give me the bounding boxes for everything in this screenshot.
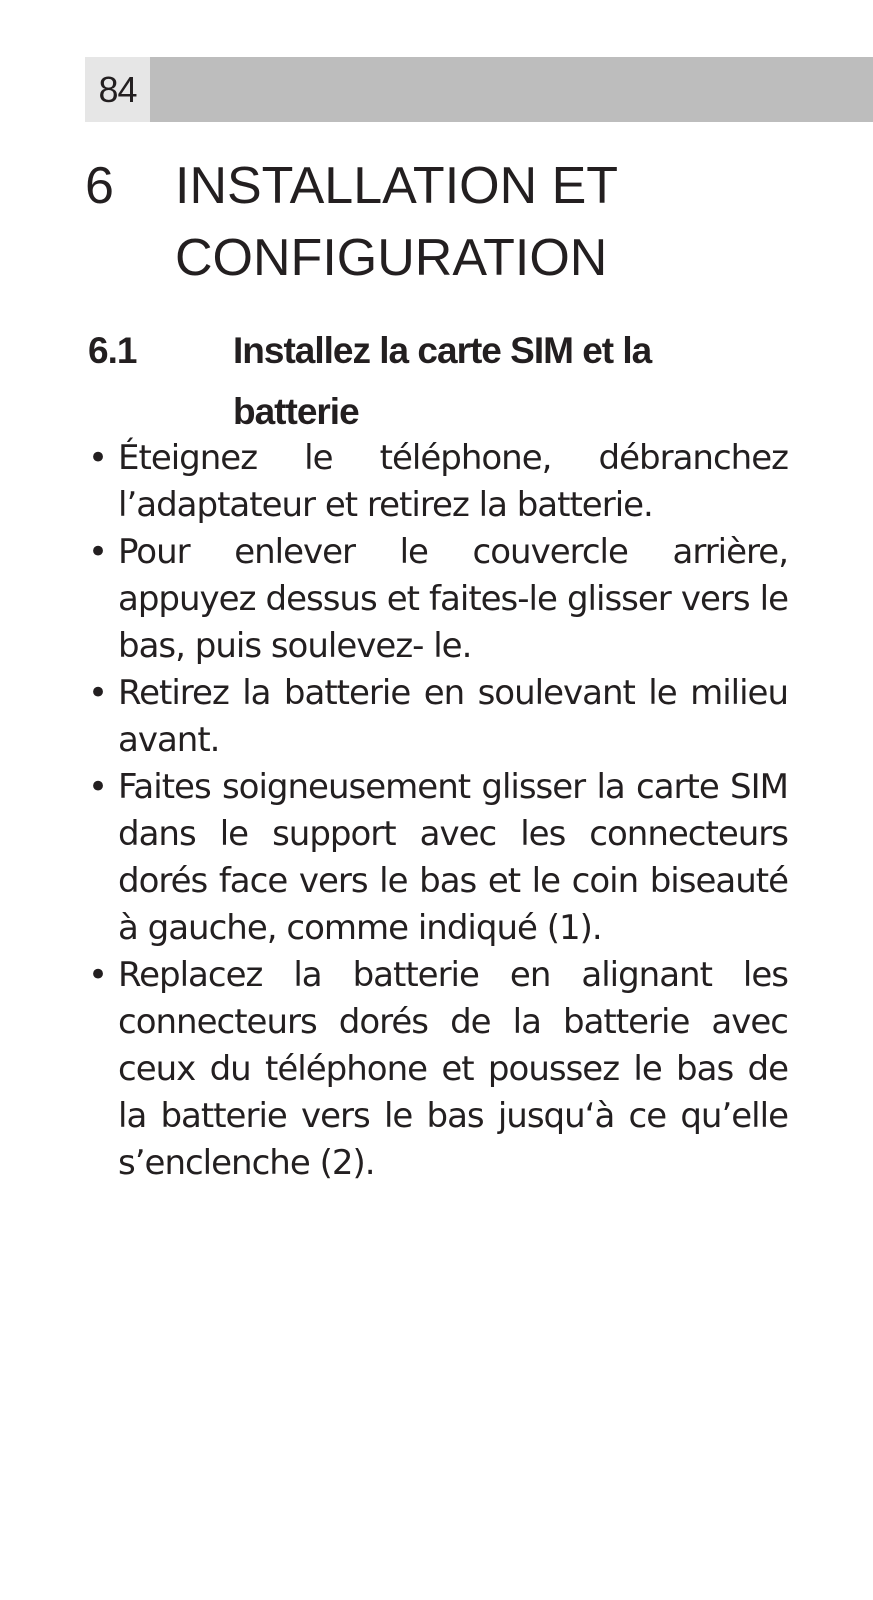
step-text: Replacez la batterie en alignant les connecteurs dorés de la batterie avec ceux du téléphone et poussez le bas de la batterie vers le bas jusqu‘à ce qu’elle s’enclenche (2). <box>118 955 788 1183</box>
page-header-bar <box>85 57 873 122</box>
list-item <box>88 952 788 1187</box>
instruction-list <box>88 435 788 1187</box>
bullet-icon: • <box>88 532 108 572</box>
step-text: Éteignez le téléphone, débranchez l’adaptateur et retirez la batterie. <box>118 438 788 525</box>
bullet-icon: • <box>88 673 108 713</box>
section-number: 6.1 <box>88 330 137 371</box>
bullet-icon: • <box>88 955 108 995</box>
chapter-title: INSTALLATION ET CONFIGURATION <box>175 157 618 287</box>
step-text: Faites soigneusement glisser la carte SIM dans le support avec les connecteurs dorés face vers le bas et le coin biseauté à gauche, comme indiqué (1). <box>118 767 788 948</box>
chapter-number: 6 <box>85 157 114 215</box>
step-text: Retirez la batterie en soulevant le milieu avant. <box>118 673 788 760</box>
list-item <box>88 435 788 529</box>
list-item <box>88 529 788 670</box>
bullet-icon: • <box>88 767 108 807</box>
step-text: Pour enlever le couvercle arrière, appuyez dessus et faites-le glisser vers le bas, puis soulevez- le. <box>118 532 788 666</box>
page-number: 84 <box>85 57 150 122</box>
bullet-icon: • <box>88 438 108 478</box>
list-item <box>88 764 788 952</box>
list-item <box>88 670 788 764</box>
section-title: Installez la carte SIM et la batterie <box>233 330 652 432</box>
